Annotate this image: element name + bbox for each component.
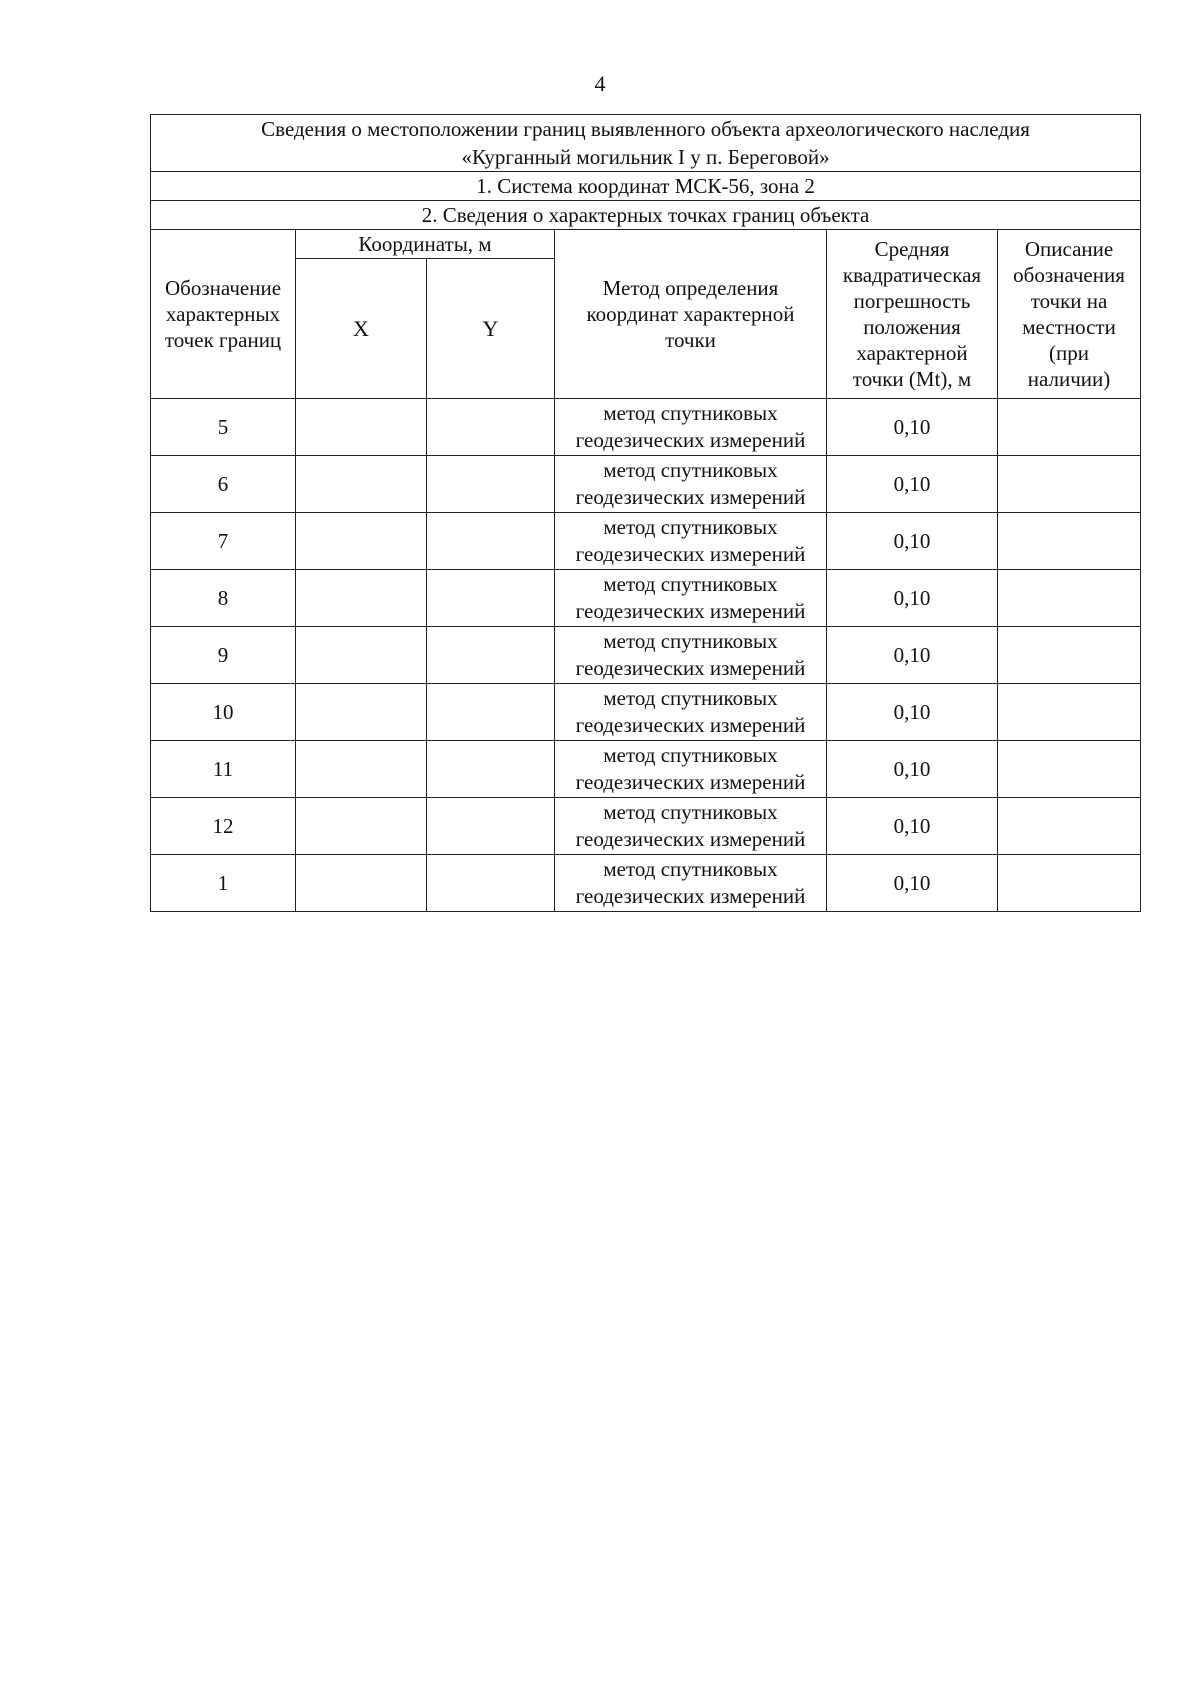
cell-x [296,456,427,513]
cell-method [555,684,827,741]
header-description-line-3: точки на [1030,289,1108,313]
cell-y [427,798,555,855]
section-1-row [151,172,1141,201]
cell-method-line-2: геодезических измерений [575,827,806,851]
cell-method-line-2: геодезических измерений [575,428,806,452]
cell-description [998,855,1141,912]
cell-x [296,798,427,855]
header-x: X [296,259,427,399]
cell-method [555,627,827,684]
cell-method-line-1: метод спутниковых [603,629,778,653]
cell-description [998,741,1141,798]
header-error-line-6: точки (Mt), м [852,367,972,391]
cell-point: 12 [151,798,296,855]
cell-method [555,741,827,798]
cell-point: 11 [151,741,296,798]
table-row [151,399,1141,456]
table-row [151,741,1141,798]
header-error-line-3: погрешность [853,289,971,313]
header-error-line-5: характерной [856,341,968,365]
header-description-line-6: наличии) [1027,367,1111,391]
table-row [151,855,1141,912]
header-description-line-2: обозначения [1013,263,1125,287]
table-title-line-2: «Курганный могильник I у п. Береговой» [461,145,830,169]
header-description-line-1: Описание [1024,237,1114,261]
cell-method-line-2: геодезических измерений [575,770,806,794]
cell-error: 0,10 [827,855,998,912]
cell-method [555,513,827,570]
cell-method-line-1: метод спутниковых [603,515,778,539]
coordinate-system-label: 1. Система координат МСК-56, зона 2 [151,172,1141,201]
cell-method-line-1: метод спутниковых [603,572,778,596]
cell-method [555,456,827,513]
cell-description [998,570,1141,627]
cell-y [427,570,555,627]
table-title [151,115,1141,172]
cell-y [427,399,555,456]
table-row [151,570,1141,627]
cell-error: 0,10 [827,399,998,456]
cell-point: 8 [151,570,296,627]
header-description-line-4: местности [1022,315,1116,339]
header-coordinates: Координаты, м [296,230,555,259]
cell-point: 7 [151,513,296,570]
page-number: 4 [594,71,606,96]
cell-description [998,399,1141,456]
cell-y [427,456,555,513]
cell-description [998,684,1141,741]
header-point-line-1: Обозначение [164,276,282,300]
header-point-line-2: характерных [165,302,281,326]
title-row [151,115,1141,172]
header-error-line-4: положения [863,315,961,339]
points-section-label: 2. Сведения о характерных точках границ объекта [151,201,1141,230]
cell-method-line-2: геодезических измерений [575,485,806,509]
header-y: Y [427,259,555,399]
cell-point: 9 [151,627,296,684]
table-row [151,513,1141,570]
header-point-line-3: точек границ [164,328,282,352]
header-error-line-1: Средняя [874,237,950,261]
cell-y [427,627,555,684]
cell-x [296,855,427,912]
cell-method-line-2: геодезических измерений [575,713,806,737]
section-2-row [151,201,1141,230]
cell-description [998,456,1141,513]
cell-x [296,570,427,627]
cell-description [998,627,1141,684]
header-point-description [998,230,1141,399]
cell-method [555,855,827,912]
table-row [151,627,1141,684]
cell-error: 0,10 [827,570,998,627]
cell-method-line-1: метод спутниковых [603,743,778,767]
cell-error: 0,10 [827,456,998,513]
header-method-line-1: Метод определения [602,276,779,300]
cell-x [296,627,427,684]
cell-y [427,855,555,912]
cell-method-line-1: метод спутниковых [603,800,778,824]
cell-method-line-2: геодезических измерений [575,542,806,566]
header-error-line-2: квадратическая [842,263,982,287]
boundary-points-table [150,114,1141,912]
cell-description [998,798,1141,855]
cell-error: 0,10 [827,741,998,798]
cell-point: 5 [151,399,296,456]
cell-method-line-1: метод спутниковых [603,686,778,710]
cell-x [296,513,427,570]
cell-method-line-2: геодезических измерений [575,656,806,680]
header-point-designation [151,230,296,399]
header-row-1 [151,230,1141,259]
cell-method [555,798,827,855]
cell-point: 6 [151,456,296,513]
cell-error: 0,10 [827,627,998,684]
cell-method-line-2: геодезических измерений [575,599,806,623]
cell-y [427,741,555,798]
cell-x [296,684,427,741]
cell-method-line-1: метод спутниковых [603,458,778,482]
cell-point: 10 [151,684,296,741]
cell-point: 1 [151,855,296,912]
cell-method [555,570,827,627]
cell-y [427,513,555,570]
table-row [151,456,1141,513]
cell-error: 0,10 [827,513,998,570]
header-mean-square-error [827,230,998,399]
cell-method-line-2: геодезических измерений [575,884,806,908]
header-method-line-2: координат характерной [586,302,795,326]
cell-x [296,741,427,798]
header-method [555,230,827,399]
cell-method-line-1: метод спутниковых [603,401,778,425]
cell-error: 0,10 [827,798,998,855]
cell-method [555,399,827,456]
table-title-line-1: Сведения о местоположении границ выявленного объекта археологического наследия [261,117,1030,141]
table-row [151,798,1141,855]
table-row [151,684,1141,741]
cell-x [296,399,427,456]
cell-description [998,513,1141,570]
table-body [151,115,1141,912]
cell-method-line-1: метод спутниковых [603,857,778,881]
header-description-line-5: (при [1049,341,1090,365]
header-method-line-3: точки [665,328,716,352]
cell-y [427,684,555,741]
cell-error: 0,10 [827,684,998,741]
